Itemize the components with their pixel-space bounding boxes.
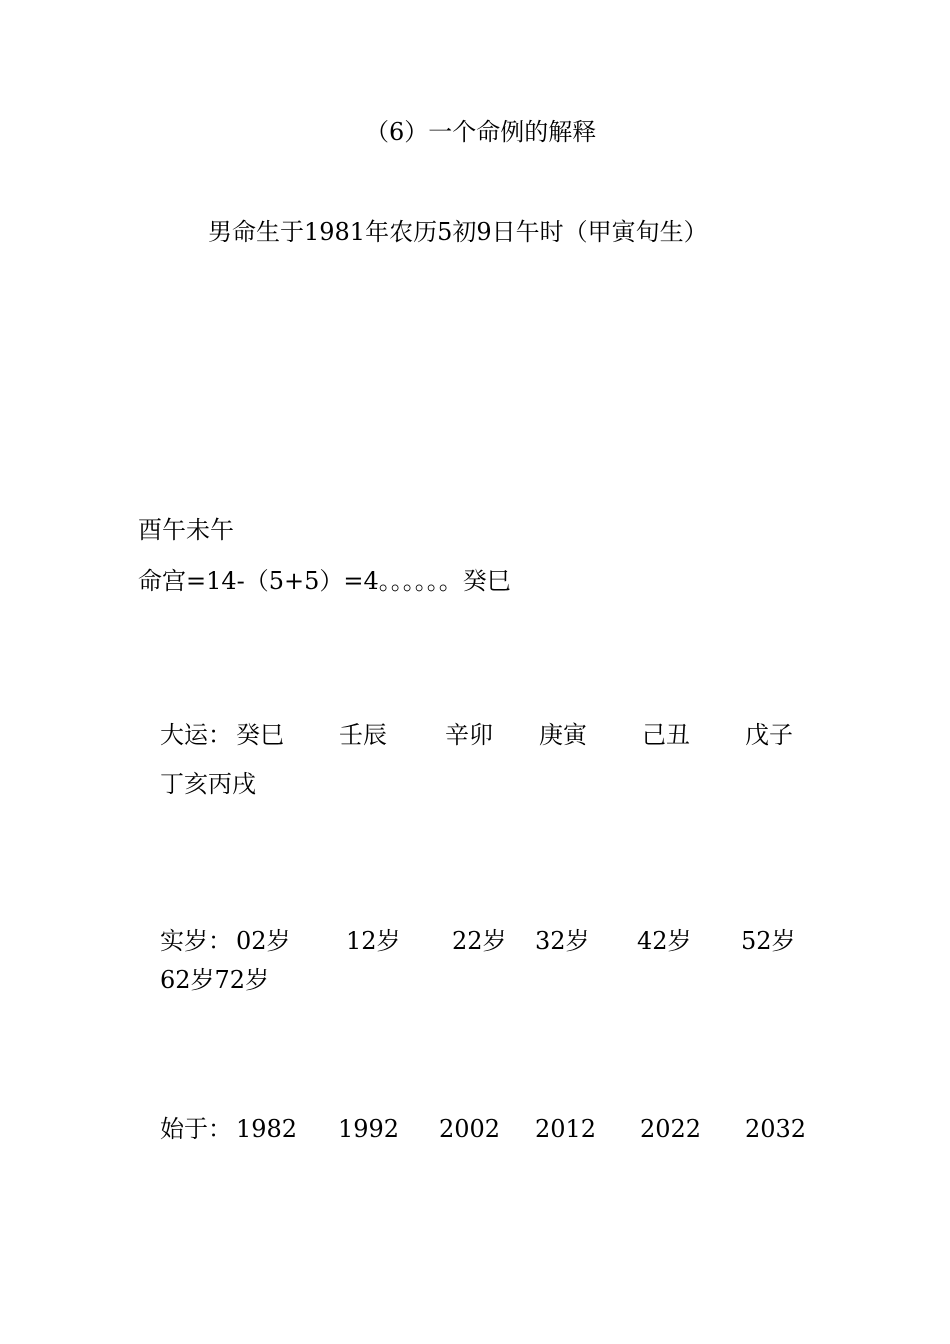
dayun-item: 己丑 [642,721,690,749]
dayun-item: 辛卯 [445,721,493,749]
shisui-item: 32岁 [535,927,590,955]
dayun-continuation: 丁亥丙戌 [160,770,256,798]
shiyu-item: 2002 [439,1115,501,1143]
shiyu-item: 1992 [338,1115,400,1143]
shisui-item: 02岁 [236,927,291,955]
dayun-item: 戊子 [745,721,793,749]
shiyu-label: 始于： [160,1115,232,1143]
shisui-item: 42岁 [637,927,692,955]
shiyu-item: 2012 [535,1115,597,1143]
ming-gong-formula: 命宫=14-（5+5）=4。。。。。。癸巳 [138,567,511,595]
shiyu-item: 2022 [640,1115,702,1143]
dayun-label: 大运： [160,721,232,749]
four-pillars-branches: 酉午未午 [138,516,234,544]
shisui-label: 实岁： [160,927,232,955]
dayun-item: 壬辰 [339,721,387,749]
shisui-item: 22岁 [452,927,507,955]
shisui-item: 52岁 [741,927,796,955]
dayun-item: 庚寅 [539,721,587,749]
birth-info: 男命生于1981年农历5初9日午时（甲寅旬生） [208,218,708,246]
shisui-item: 12岁 [346,927,401,955]
dayun-item: 癸巳 [236,721,284,749]
page-title: （6）一个命例的解释 [365,118,597,146]
shiyu-item: 2032 [745,1115,807,1143]
shisui-continuation: 62岁72岁 [160,966,270,994]
shiyu-item: 1982 [236,1115,298,1143]
